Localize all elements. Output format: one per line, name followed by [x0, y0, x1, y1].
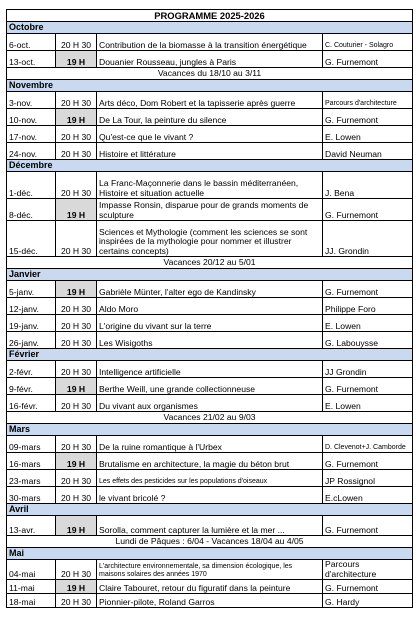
session-date: 13-avr. [7, 516, 56, 536]
session-date: 11-mai [7, 580, 56, 594]
month-row [7, 548, 413, 560]
month-header: Décembre [7, 160, 413, 172]
session-date: 18-mai [7, 594, 56, 608]
session-topic: Aldo Moro [97, 298, 323, 315]
session-speaker: G. Furnemont [323, 378, 413, 395]
month-row [7, 424, 413, 436]
session-speaker: JP Rossignol [323, 470, 413, 487]
session-date: 12-janv. [7, 298, 56, 315]
month-header: Février [7, 349, 413, 361]
session-topic: le vivant bricolé ? [97, 487, 323, 504]
session-speaker: G. Furnemont [323, 199, 413, 221]
session-date: 5-janv. [7, 281, 56, 298]
session-topic: La Franc-Maçonnerie dans le bassin méditerranéen, Histoire et situation actuelle [97, 172, 323, 199]
month-row [7, 504, 413, 516]
session-time: 20 H 30 [56, 34, 97, 51]
month-header: Octobre [7, 22, 413, 34]
session-date: 23-mars [7, 470, 56, 487]
session-topic: L'origine du vivant sur la terre [97, 315, 323, 332]
session-date: 2-févr. [7, 361, 56, 378]
session-row [7, 436, 413, 453]
session-row [7, 126, 413, 143]
session-date: 13-oct. [7, 51, 56, 68]
session-date: 04-mai [7, 560, 56, 580]
session-time: 19 H [56, 199, 97, 221]
session-row [7, 594, 413, 608]
session-row [7, 109, 413, 126]
session-speaker: Parcours d'architecture [323, 92, 413, 109]
session-topic: Gabrièle Münter, l'alter ego de Kandinsky [97, 281, 323, 298]
holiday-note: Lundi de Pâques : 6/04 - Vacances 18/04 au 4/05 [7, 536, 413, 548]
session-row [7, 199, 413, 221]
month-header: Janvier [7, 269, 413, 281]
month-row [7, 349, 413, 361]
session-date: 8-déc. [7, 199, 56, 221]
session-time: 20 H 30 [56, 594, 97, 608]
session-date: 19-janv. [7, 315, 56, 332]
session-time: 20 H 30 [56, 395, 97, 412]
session-topic: Berthe Weill, une grande collectionneuse [97, 378, 323, 395]
session-speaker: G. Furnemont [323, 516, 413, 536]
session-row [7, 453, 413, 470]
session-row [7, 395, 413, 412]
session-time: 19 H [56, 453, 97, 470]
month-row [7, 269, 413, 281]
month-header: Novembre [7, 80, 413, 92]
month-row [7, 80, 413, 92]
session-date: 26-janv. [7, 332, 56, 349]
session-time: 20 H 30 [56, 172, 97, 199]
session-time: 19 H [56, 51, 97, 68]
session-speaker: Philippe Foro [323, 298, 413, 315]
session-speaker: E. Lowen [323, 315, 413, 332]
session-row [7, 560, 413, 580]
session-date: 10-nov. [7, 109, 56, 126]
programme-table [6, 9, 413, 608]
session-speaker: G. Hardy [323, 594, 413, 608]
session-time: 19 H [56, 378, 97, 395]
month-header: Mai [7, 548, 413, 560]
title-row [7, 10, 413, 22]
session-row [7, 315, 413, 332]
session-row [7, 487, 413, 504]
holiday-note-row [7, 536, 413, 548]
month-header: Mars [7, 424, 413, 436]
session-topic: Les Wisigoths [97, 332, 323, 349]
session-speaker: G. Furnemont [323, 109, 413, 126]
session-topic: Sorolla, comment capturer la lumière et la mer ... [97, 516, 323, 536]
session-speaker: C. Couturier - Solagro [323, 34, 413, 51]
session-speaker: G. Furnemont [323, 453, 413, 470]
session-date: 24-nov. [7, 143, 56, 160]
session-row [7, 221, 413, 257]
month-row [7, 160, 413, 172]
session-speaker: E. Lowen [323, 395, 413, 412]
month-row [7, 22, 413, 34]
session-row [7, 172, 413, 199]
session-speaker: G. Furnemont [323, 580, 413, 594]
holiday-note-row [7, 257, 413, 269]
session-speaker: E. Lowen [323, 126, 413, 143]
session-speaker: David Neuman [323, 143, 413, 160]
session-date: 6-oct. [7, 34, 56, 51]
session-speaker: Parcours d'architecture [323, 560, 413, 580]
session-time: 20 H 30 [56, 560, 97, 580]
session-time: 20 H 30 [56, 361, 97, 378]
session-time: 20 H 30 [56, 470, 97, 487]
session-row [7, 92, 413, 109]
session-speaker: D. Clevenot+J. Camborde [323, 436, 413, 453]
session-row [7, 378, 413, 395]
session-row [7, 298, 413, 315]
session-speaker: JJ. Grondin [323, 221, 413, 257]
session-time: 20 H 30 [56, 143, 97, 160]
session-speaker: G. Furnemont [323, 51, 413, 68]
session-topic: Pionnier-pilote, Roland Garros [97, 594, 323, 608]
session-row [7, 332, 413, 349]
session-time: 20 H 30 [56, 315, 97, 332]
session-topic: De la ruine romantique à l'Urbex [97, 436, 323, 453]
session-row [7, 34, 413, 51]
session-speaker: E.cLowen [323, 487, 413, 504]
session-time: 20 H 30 [56, 487, 97, 504]
holiday-note: Vacances 20/12 au 5/01 [7, 257, 413, 269]
session-time: 19 H [56, 109, 97, 126]
session-topic: Les effets des pesticides sur les populations d'oiseaux [97, 470, 323, 487]
session-time: 19 H [56, 281, 97, 298]
holiday-note-row [7, 68, 413, 80]
holiday-note: Vacances 21/02 au 9/03 [7, 412, 413, 424]
session-date: 15-déc. [7, 221, 56, 257]
session-row [7, 281, 413, 298]
session-row [7, 580, 413, 594]
session-time: 20 H 30 [56, 126, 97, 143]
session-topic: De La Tour, la peinture du silence [97, 109, 323, 126]
session-date: 16-mars [7, 453, 56, 470]
session-time: 20 H 30 [56, 436, 97, 453]
holiday-note-row [7, 412, 413, 424]
session-time: 20 H 30 [56, 332, 97, 349]
session-topic: Douanier Rousseau, jungles à Paris [97, 51, 323, 68]
session-row [7, 143, 413, 160]
session-date: 9-févr. [7, 378, 56, 395]
holiday-note: Vacances du 18/10 au 3/11 [7, 68, 413, 80]
month-header: Avril [7, 504, 413, 516]
session-row [7, 361, 413, 378]
programme-sheet [6, 9, 412, 608]
session-time: 20 H 30 [56, 221, 97, 257]
session-topic: Qu'est-ce que le vivant ? [97, 126, 323, 143]
session-time: 19 H [56, 516, 97, 536]
session-date: 3-nov. [7, 92, 56, 109]
programme-title: PROGRAMME 2025-2026 [7, 10, 413, 22]
session-topic: L'architecture environnementale, sa dimension écologique, les maisons solaires des années 1970 [97, 560, 323, 580]
session-topic: Sciences et Mythologie (comment les sciences se sont inspirées de la mythologie pour nommer et illustrer certains concepts) [97, 221, 323, 257]
session-topic: Contribution de la biomasse à la transition énergétique [97, 34, 323, 51]
session-topic: Brutalisme en architecture, la magie du béton brut [97, 453, 323, 470]
session-time: 20 H 30 [56, 298, 97, 315]
session-time: 19 H [56, 580, 97, 594]
session-topic: Du vivant aux organismes [97, 395, 323, 412]
session-date: 17-nov. [7, 126, 56, 143]
session-row [7, 516, 413, 536]
session-date: 30-mars [7, 487, 56, 504]
session-time: 20 H 30 [56, 92, 97, 109]
session-speaker: G. Labouysse [323, 332, 413, 349]
session-speaker: G. Furnemont [323, 281, 413, 298]
session-speaker: J. Bena [323, 172, 413, 199]
session-topic: Claire Tabouret, retour du figuratif dans la peinture [97, 580, 323, 594]
session-date: 1-déc. [7, 172, 56, 199]
session-topic: Histoire et littérature [97, 143, 323, 160]
session-topic: Intelligence artificielle [97, 361, 323, 378]
session-date: 09-mars [7, 436, 56, 453]
session-row [7, 470, 413, 487]
session-topic: Impasse Ronsin, disparue pour de grands moments de sculpture [97, 199, 323, 221]
session-row [7, 51, 413, 68]
session-topic: Arts déco, Dom Robert et la tapisserie après guerre [97, 92, 323, 109]
session-speaker: JJ Grondin [323, 361, 413, 378]
session-date: 16-févr. [7, 395, 56, 412]
